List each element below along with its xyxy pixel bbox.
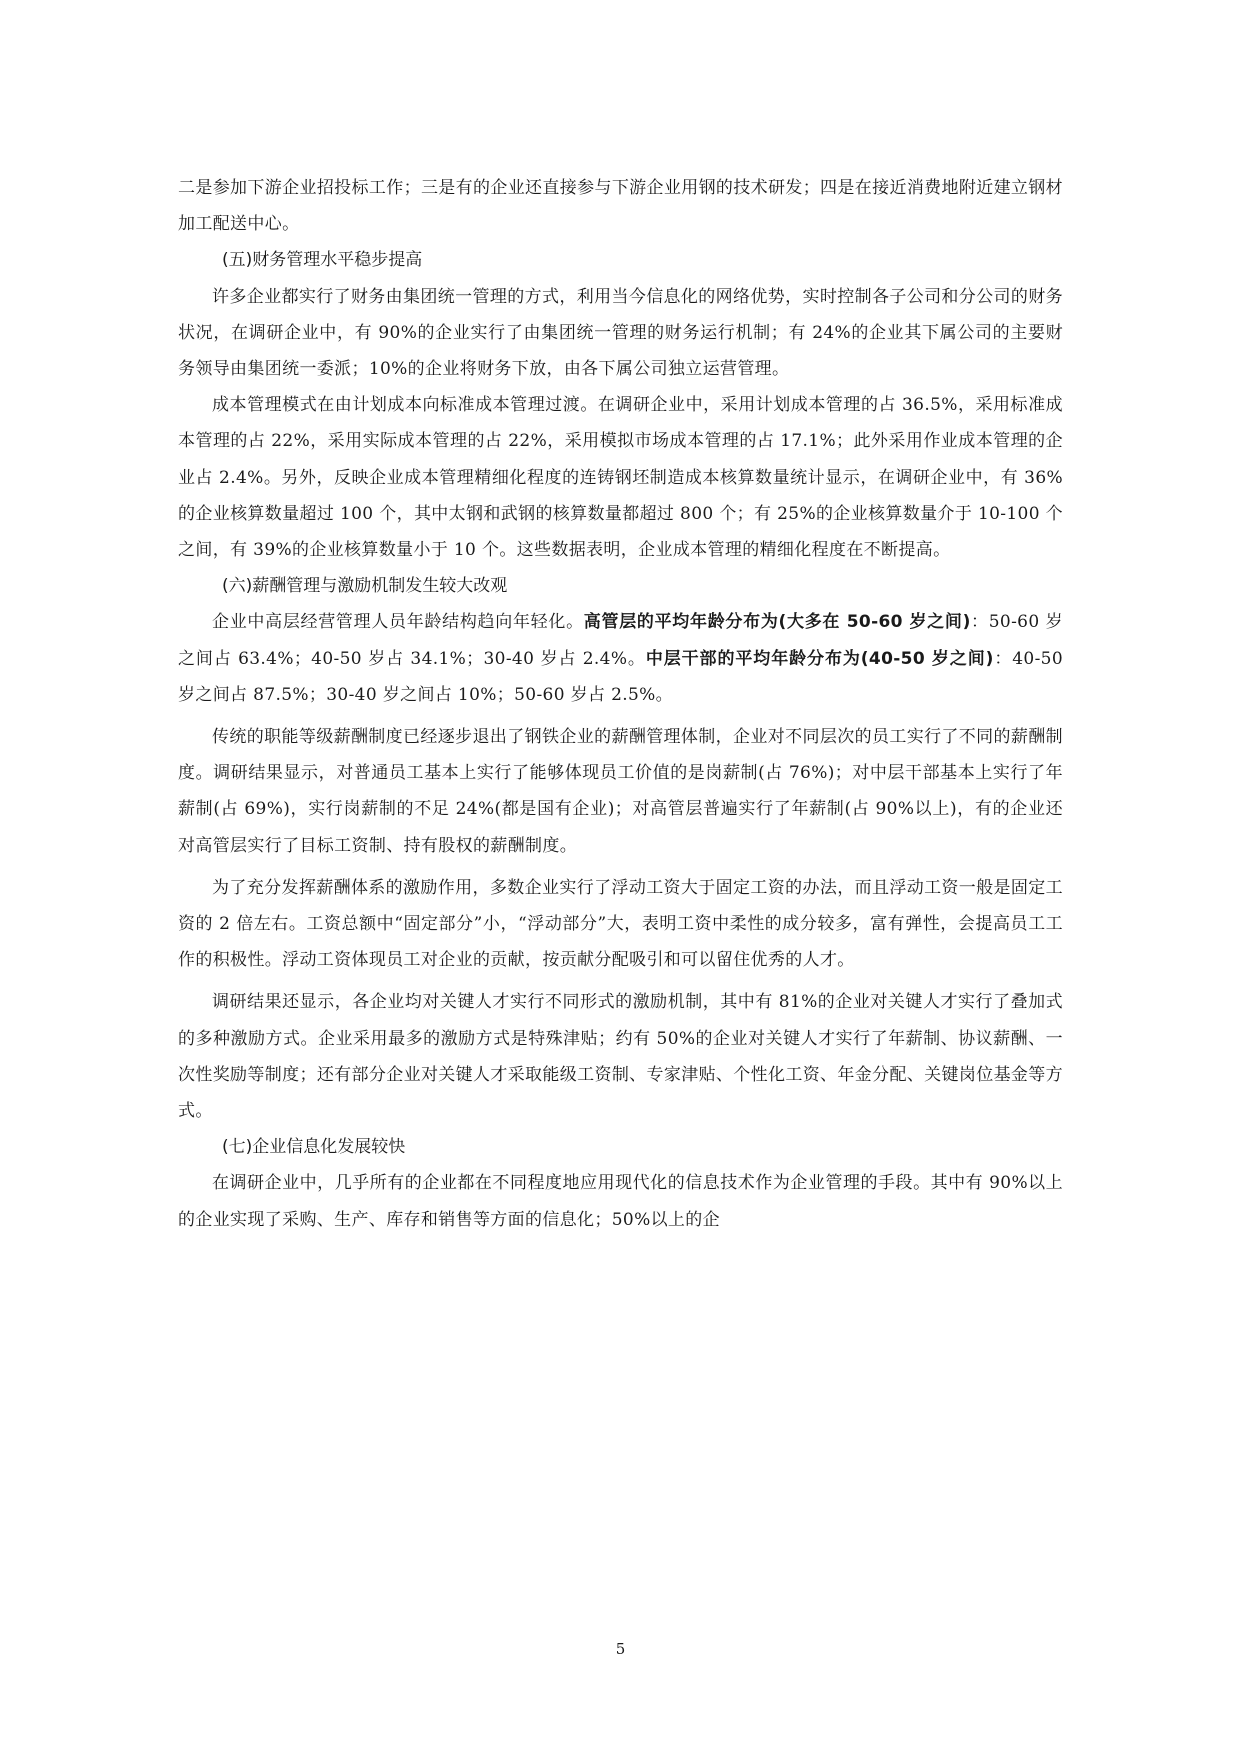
document-body <box>178 170 1063 1238</box>
text-run: 企业中高层经营管理人员年龄结构趋向年轻化。 <box>212 612 584 633</box>
section-heading-7: (七)企业信息化发展较快 <box>222 1137 406 1158</box>
text-run: ：50-60 岁之间占 63.4%；40-50 岁占 34.1%；30-40 岁占 2.4%。 <box>178 612 1063 669</box>
page-number: 5 <box>615 1640 626 1658</box>
paragraph-finance-1: 许多企业都实行了财务由集团统一管理的方式，利用当今信息化的网络优势，实时控制各子公司和分公司的财务状况，在调研企业中，有 90%的企业实行了由集团统一管理的财务运行机制；有 24%的企业其下属公司的主要财务领导由集团统一委派；10%的企业将财务下放，由各下属公司独立运营管理。 <box>178 286 1063 380</box>
paragraph-age-structure <box>178 604 1063 713</box>
paragraph-key-talent: 调研结果还显示，各企业均对关键人才实行不同形式的激励机制，其中有 81%的企业对关键人才实行了叠加式的多种激励方式。企业采用最多的激励方式是特殊津贴；约有 50%的企业对关键人才实行了年薪制、协议薪酬、一次性奖励等制度；还有部分企业对关键人才采取能级工资制、专家津贴、个性化工资、年金分配、关键岗位基金等方式。 <box>178 992 1063 1122</box>
text-run: ：40-50 岁之间占 87.5%；30-40 岁之间占 10%；50-60 岁占 2.5%。 <box>178 648 1063 705</box>
bold-run-middle: 中层干部的平均年龄分布为(40-50 岁之间) <box>645 648 994 669</box>
section-heading-6: (六)薪酬管理与激励机制发生较大改观 <box>222 576 508 597</box>
paragraph-finance-2: 成本管理模式在由计划成本向标准成本管理过渡。在调研企业中，采用计划成本管理的占 36.5%，采用标准成本管理的占 22%，采用实际成本管理的占 22%，采用模拟市场成本管理的占 17.1%；此外采用作业成本管理的企业占 2.4%。另外，反映企业成本管理精细化程度的连铸钢坯制造成本核算数量统计显示，在调研企业中，有 36%的企业核算数量超过 100 个，其中太钢和武钢的核算数量都超过 800 个；有 25%的企业核算数量介于 10-100 个之间，有 39%的企业核算数量小于 10 个。这些数据表明，企业成本管理的精细化程度在不断提高。 <box>178 395 1063 561</box>
paragraph-informatization: 在调研企业中，几乎所有的企业都在不同程度地应用现代化的信息技术作为企业管理的手段。其中有 90%以上的企业实现了采购、生产、库存和销售等方面的信息化；50%以上的企 <box>178 1173 1063 1230</box>
paragraph-salary-system: 传统的职能等级薪酬制度已经逐步退出了钢铁企业的薪酬管理体制，企业对不同层次的员工实行了不同的薪酬制度。调研结果显示，对普通员工基本上实行了能够体现员工价值的是岗薪制(占 76%)；对中层干部基本上实行了年薪制(占 69%)，实行岗薪制的不足 24%(都是国有企业)；对高管层普遍实行了年薪制(占 90%以上)，有的企业还对高管层实行了目标工资制、持有股权的薪酬制度。 <box>178 727 1063 856</box>
section-heading-5: (五)财务管理水平稳步提高 <box>222 250 423 271</box>
paragraph-intro: 二是参加下游企业招投标工作；三是有的企业还直接参与下游企业用钢的技术研发；四是在接近消费地附近建立钢材加工配送中心。 <box>178 178 1063 235</box>
bold-run-senior: 高管层的平均年龄分布为(大多在 50-60 岁之间) <box>583 612 971 633</box>
paragraph-floating-wage: 为了充分发挥薪酬体系的激励作用，多数企业实行了浮动工资大于固定工资的办法，而且浮动工资一般是固定工资的 2 倍左右。工资总额中“固定部分”小，“浮动部分”大，表明工资中柔性的成分较多，富有弹性，会提高员工工作的积极性。浮动工资体现员工对企业的贡献，按贡献分配吸引和可以留住优秀的人才。 <box>178 877 1063 971</box>
